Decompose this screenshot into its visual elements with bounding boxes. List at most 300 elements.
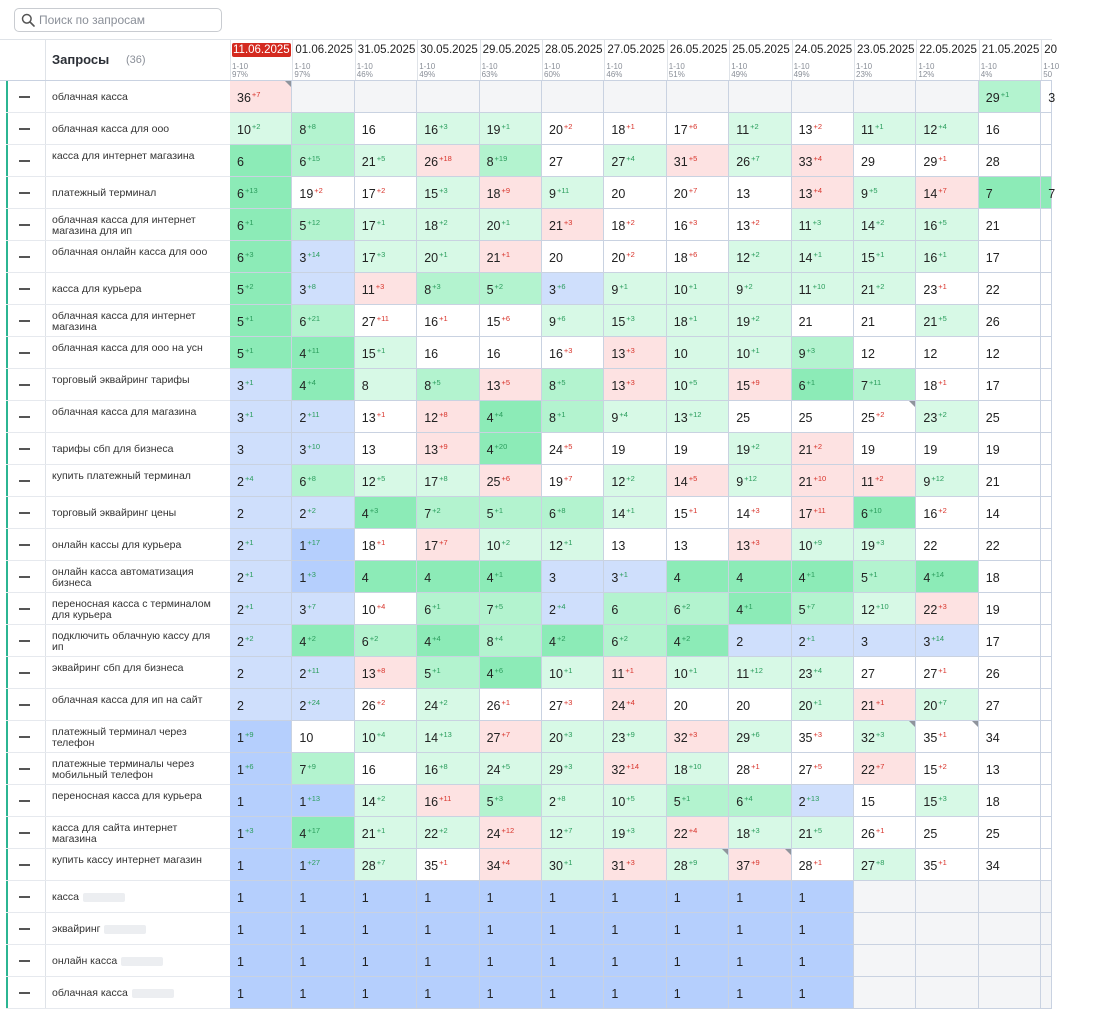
collapse-dash-icon[interactable]: [19, 192, 30, 194]
position-cell[interactable]: [1041, 977, 1052, 1009]
position-cell[interactable]: [230, 593, 292, 625]
position-cell[interactable]: [916, 945, 978, 977]
position-cell[interactable]: [729, 785, 791, 817]
collapse-dash-icon[interactable]: [19, 384, 30, 386]
position-cell[interactable]: [667, 913, 729, 945]
position-cell[interactable]: [1041, 209, 1052, 241]
collapse-dash-icon[interactable]: [19, 704, 30, 706]
position-cell[interactable]: [979, 689, 1041, 721]
query-label[interactable]: [52, 444, 224, 455]
position-cell[interactable]: [667, 305, 729, 337]
collapse-dash-icon[interactable]: [19, 960, 30, 962]
position-cell[interactable]: [292, 657, 354, 689]
position-cell[interactable]: [355, 561, 417, 593]
position-cell[interactable]: [604, 817, 666, 849]
position-cell[interactable]: [480, 497, 542, 529]
position-cell[interactable]: [792, 337, 854, 369]
collapse-dash-icon[interactable]: [19, 544, 30, 546]
position-cell[interactable]: [417, 945, 479, 977]
position-cell[interactable]: [979, 945, 1041, 977]
position-cell[interactable]: [916, 881, 978, 913]
position-cell[interactable]: [792, 465, 854, 497]
position-cell[interactable]: [1041, 881, 1052, 913]
position-cell[interactable]: [230, 465, 292, 497]
query-label[interactable]: [52, 540, 224, 551]
position-cell[interactable]: [480, 945, 542, 977]
position-cell[interactable]: [667, 433, 729, 465]
position-cell[interactable]: [667, 465, 729, 497]
queries-column-title[interactable]: Запросы: [52, 52, 110, 67]
position-cell[interactable]: [667, 113, 729, 145]
position-cell[interactable]: [854, 913, 916, 945]
position-cell[interactable]: [355, 625, 417, 657]
query-label[interactable]: [52, 956, 224, 967]
position-cell[interactable]: [792, 721, 854, 753]
position-cell[interactable]: [916, 529, 978, 561]
position-cell[interactable]: [979, 241, 1041, 273]
position-cell[interactable]: [979, 337, 1041, 369]
position-cell[interactable]: [355, 433, 417, 465]
collapse-dash-icon[interactable]: [19, 512, 30, 514]
position-cell[interactable]: [729, 369, 791, 401]
position-cell[interactable]: [542, 113, 604, 145]
position-cell[interactable]: [292, 977, 354, 1009]
position-cell[interactable]: [729, 913, 791, 945]
collapse-dash-icon[interactable]: [19, 896, 30, 898]
position-cell[interactable]: [1041, 337, 1052, 369]
position-cell[interactable]: [916, 689, 978, 721]
position-cell[interactable]: [417, 241, 479, 273]
query-label[interactable]: [52, 124, 224, 135]
query-label[interactable]: [52, 188, 224, 199]
position-cell[interactable]: [667, 497, 729, 529]
position-cell[interactable]: [417, 369, 479, 401]
position-cell[interactable]: [542, 529, 604, 561]
position-cell[interactable]: [230, 401, 292, 433]
position-cell[interactable]: [417, 113, 479, 145]
position-cell[interactable]: [979, 433, 1041, 465]
position-cell[interactable]: [1041, 689, 1052, 721]
position-cell[interactable]: [792, 529, 854, 561]
position-cell[interactable]: [854, 81, 916, 113]
position-cell[interactable]: [667, 145, 729, 177]
position-cell[interactable]: [792, 977, 854, 1009]
position-cell[interactable]: [230, 689, 292, 721]
position-cell[interactable]: [729, 561, 791, 593]
position-cell[interactable]: [604, 625, 666, 657]
position-cell[interactable]: [542, 241, 604, 273]
position-cell[interactable]: [916, 145, 978, 177]
position-cell[interactable]: [729, 177, 791, 209]
position-cell[interactable]: [916, 465, 978, 497]
position-cell[interactable]: [979, 977, 1041, 1009]
position-cell[interactable]: [417, 785, 479, 817]
position-cell[interactable]: [355, 113, 417, 145]
position-cell[interactable]: [417, 625, 479, 657]
position-cell[interactable]: [667, 337, 729, 369]
position-cell[interactable]: [355, 785, 417, 817]
position-cell[interactable]: [667, 721, 729, 753]
position-cell[interactable]: [1041, 529, 1052, 561]
position-cell[interactable]: [355, 273, 417, 305]
position-cell[interactable]: [729, 529, 791, 561]
position-cell[interactable]: [417, 497, 479, 529]
position-cell[interactable]: [230, 977, 292, 1009]
position-cell[interactable]: [417, 881, 479, 913]
position-cell[interactable]: [604, 785, 666, 817]
position-cell[interactable]: [1041, 465, 1052, 497]
position-cell[interactable]: [1041, 113, 1052, 145]
position-cell[interactable]: [792, 305, 854, 337]
position-cell[interactable]: [979, 721, 1041, 753]
position-cell[interactable]: [729, 817, 791, 849]
date-column-header[interactable]: [480, 40, 542, 80]
position-cell[interactable]: [542, 657, 604, 689]
position-cell[interactable]: [417, 913, 479, 945]
position-cell[interactable]: [854, 401, 916, 433]
position-cell[interactable]: [480, 785, 542, 817]
position-cell[interactable]: [854, 753, 916, 785]
position-cell[interactable]: [604, 913, 666, 945]
position-cell[interactable]: [417, 465, 479, 497]
collapse-dash-icon[interactable]: [19, 416, 30, 418]
position-cell[interactable]: [979, 273, 1041, 305]
position-cell[interactable]: [355, 689, 417, 721]
position-cell[interactable]: [854, 113, 916, 145]
position-cell[interactable]: [292, 433, 354, 465]
position-cell[interactable]: [480, 273, 542, 305]
position-cell[interactable]: [729, 657, 791, 689]
query-label[interactable]: [52, 151, 224, 162]
collapse-dash-icon[interactable]: [19, 96, 30, 98]
position-cell[interactable]: [542, 593, 604, 625]
position-cell[interactable]: [292, 721, 354, 753]
position-cell[interactable]: [604, 369, 666, 401]
position-cell[interactable]: [230, 305, 292, 337]
position-cell[interactable]: [230, 785, 292, 817]
query-label[interactable]: [52, 823, 224, 844]
position-cell[interactable]: [604, 753, 666, 785]
position-cell[interactable]: [542, 913, 604, 945]
position-cell[interactable]: [792, 273, 854, 305]
position-cell[interactable]: [1041, 561, 1052, 593]
position-cell[interactable]: [355, 753, 417, 785]
position-cell[interactable]: [792, 177, 854, 209]
position-cell[interactable]: [854, 337, 916, 369]
position-cell[interactable]: [792, 209, 854, 241]
position-cell[interactable]: [355, 305, 417, 337]
position-cell[interactable]: [1041, 657, 1052, 689]
position-cell[interactable]: [292, 305, 354, 337]
position-cell[interactable]: [916, 177, 978, 209]
position-cell[interactable]: [230, 241, 292, 273]
date-column-header[interactable]: [542, 40, 604, 80]
position-cell[interactable]: [1041, 433, 1052, 465]
position-cell[interactable]: [230, 81, 292, 113]
position-cell[interactable]: [916, 817, 978, 849]
position-cell[interactable]: [729, 593, 791, 625]
note-marker-icon[interactable]: [285, 81, 291, 87]
position-cell[interactable]: [292, 561, 354, 593]
position-cell[interactable]: [355, 657, 417, 689]
position-cell[interactable]: [604, 977, 666, 1009]
position-cell[interactable]: [667, 753, 729, 785]
position-cell[interactable]: [792, 753, 854, 785]
position-cell[interactable]: [230, 369, 292, 401]
position-cell[interactable]: [916, 657, 978, 689]
position-cell[interactable]: [979, 145, 1041, 177]
position-cell[interactable]: [542, 753, 604, 785]
position-cell[interactable]: [916, 241, 978, 273]
position-cell[interactable]: [729, 305, 791, 337]
position-cell[interactable]: [1041, 177, 1056, 209]
position-cell[interactable]: [417, 529, 479, 561]
position-cell[interactable]: [854, 497, 916, 529]
position-cell[interactable]: [667, 945, 729, 977]
position-cell[interactable]: [542, 305, 604, 337]
position-cell[interactable]: [355, 593, 417, 625]
position-cell[interactable]: [729, 401, 791, 433]
position-cell[interactable]: [417, 689, 479, 721]
position-cell[interactable]: [480, 625, 542, 657]
position-cell[interactable]: [729, 273, 791, 305]
query-label[interactable]: [52, 663, 224, 674]
position-cell[interactable]: [1041, 81, 1056, 113]
date-column-header[interactable]: [292, 40, 354, 80]
position-cell[interactable]: [355, 529, 417, 561]
position-cell[interactable]: [979, 913, 1041, 945]
position-cell[interactable]: [667, 177, 729, 209]
collapse-dash-icon[interactable]: [19, 288, 30, 290]
query-label[interactable]: [52, 375, 224, 386]
position-cell[interactable]: [480, 113, 542, 145]
position-cell[interactable]: [667, 209, 729, 241]
position-cell[interactable]: [792, 81, 854, 113]
position-cell[interactable]: [292, 241, 354, 273]
position-cell[interactable]: [480, 817, 542, 849]
position-cell[interactable]: [417, 337, 479, 369]
position-cell[interactable]: [854, 273, 916, 305]
position-cell[interactable]: [604, 337, 666, 369]
position-cell[interactable]: [292, 273, 354, 305]
position-cell[interactable]: [480, 433, 542, 465]
position-cell[interactable]: [604, 81, 666, 113]
collapse-dash-icon[interactable]: [19, 928, 30, 930]
position-cell[interactable]: [792, 113, 854, 145]
date-column-header[interactable]: [417, 40, 479, 80]
position-cell[interactable]: [792, 593, 854, 625]
position-cell[interactable]: [292, 753, 354, 785]
position-cell[interactable]: [417, 81, 479, 113]
position-cell[interactable]: [604, 529, 666, 561]
position-cell[interactable]: [729, 881, 791, 913]
position-cell[interactable]: [292, 625, 354, 657]
position-cell[interactable]: [542, 817, 604, 849]
position-cell[interactable]: [667, 561, 729, 593]
collapse-dash-icon[interactable]: [19, 128, 30, 130]
position-cell[interactable]: [230, 145, 292, 177]
query-label[interactable]: [52, 471, 224, 482]
position-cell[interactable]: [979, 881, 1041, 913]
position-cell[interactable]: [667, 625, 729, 657]
position-cell[interactable]: [1041, 849, 1052, 881]
position-cell[interactable]: [854, 241, 916, 273]
position-cell[interactable]: [916, 273, 978, 305]
query-label[interactable]: [52, 599, 224, 620]
position-cell[interactable]: [854, 305, 916, 337]
query-label[interactable]: [52, 407, 224, 418]
position-cell[interactable]: [480, 881, 542, 913]
position-cell[interactable]: [979, 817, 1041, 849]
query-label[interactable]: [52, 311, 224, 332]
position-cell[interactable]: [854, 465, 916, 497]
note-marker-icon[interactable]: [785, 849, 791, 855]
position-cell[interactable]: [979, 369, 1041, 401]
position-cell[interactable]: [979, 305, 1041, 337]
position-cell[interactable]: [292, 81, 354, 113]
position-cell[interactable]: [1041, 817, 1052, 849]
position-cell[interactable]: [230, 337, 292, 369]
position-cell[interactable]: [667, 81, 729, 113]
position-cell[interactable]: [480, 401, 542, 433]
position-cell[interactable]: [1041, 305, 1052, 337]
position-cell[interactable]: [355, 721, 417, 753]
position-cell[interactable]: [1041, 625, 1052, 657]
position-cell[interactable]: [916, 913, 978, 945]
position-cell[interactable]: [542, 977, 604, 1009]
position-cell[interactable]: [480, 561, 542, 593]
position-cell[interactable]: [979, 593, 1041, 625]
position-cell[interactable]: [417, 145, 479, 177]
query-label[interactable]: [52, 924, 224, 935]
position-cell[interactable]: [667, 369, 729, 401]
position-cell[interactable]: [230, 209, 292, 241]
position-cell[interactable]: [604, 945, 666, 977]
position-cell[interactable]: [292, 497, 354, 529]
position-cell[interactable]: [792, 561, 854, 593]
date-column-header[interactable]: [1041, 40, 1103, 80]
position-cell[interactable]: [355, 401, 417, 433]
position-cell[interactable]: [355, 977, 417, 1009]
query-label[interactable]: [52, 215, 224, 236]
position-cell[interactable]: [792, 433, 854, 465]
collapse-dash-icon[interactable]: [19, 224, 30, 226]
position-cell[interactable]: [854, 689, 916, 721]
position-cell[interactable]: [916, 593, 978, 625]
position-cell[interactable]: [542, 945, 604, 977]
position-cell[interactable]: [542, 721, 604, 753]
position-cell[interactable]: [542, 81, 604, 113]
collapse-dash-icon[interactable]: [19, 480, 30, 482]
position-cell[interactable]: [542, 625, 604, 657]
position-cell[interactable]: [230, 817, 292, 849]
position-cell[interactable]: [604, 209, 666, 241]
position-cell[interactable]: [792, 369, 854, 401]
position-cell[interactable]: [604, 561, 666, 593]
position-cell[interactable]: [729, 113, 791, 145]
position-cell[interactable]: [979, 81, 1041, 113]
position-cell[interactable]: [230, 113, 292, 145]
date-column-header[interactable]: [667, 40, 729, 80]
position-cell[interactable]: [1041, 145, 1052, 177]
position-cell[interactable]: [667, 689, 729, 721]
position-cell[interactable]: [854, 785, 916, 817]
position-cell[interactable]: [480, 593, 542, 625]
position-cell[interactable]: [230, 529, 292, 561]
collapse-dash-icon[interactable]: [19, 736, 30, 738]
position-cell[interactable]: [729, 945, 791, 977]
position-cell[interactable]: [292, 529, 354, 561]
position-cell[interactable]: [542, 433, 604, 465]
position-cell[interactable]: [417, 817, 479, 849]
position-cell[interactable]: [792, 913, 854, 945]
position-cell[interactable]: [1041, 721, 1052, 753]
position-cell[interactable]: [542, 145, 604, 177]
position-cell[interactable]: [854, 945, 916, 977]
collapse-dash-icon[interactable]: [19, 832, 30, 834]
position-cell[interactable]: [729, 753, 791, 785]
query-label[interactable]: [52, 892, 224, 903]
date-column-header[interactable]: [854, 40, 916, 80]
note-marker-icon[interactable]: [909, 401, 915, 407]
note-marker-icon[interactable]: [972, 721, 978, 727]
position-cell[interactable]: [417, 977, 479, 1009]
position-cell[interactable]: [292, 945, 354, 977]
position-cell[interactable]: [854, 721, 916, 753]
position-cell[interactable]: [916, 305, 978, 337]
position-cell[interactable]: [355, 881, 417, 913]
collapse-dash-icon[interactable]: [19, 864, 30, 866]
position-cell[interactable]: [604, 689, 666, 721]
note-marker-icon[interactable]: [909, 721, 915, 727]
position-cell[interactable]: [480, 465, 542, 497]
position-cell[interactable]: [979, 529, 1041, 561]
position-cell[interactable]: [480, 689, 542, 721]
position-cell[interactable]: [604, 657, 666, 689]
position-cell[interactable]: [729, 849, 791, 881]
position-cell[interactable]: [604, 241, 666, 273]
position-cell[interactable]: [292, 209, 354, 241]
position-cell[interactable]: [1041, 241, 1052, 273]
position-cell[interactable]: [604, 849, 666, 881]
position-cell[interactable]: [1041, 401, 1052, 433]
position-cell[interactable]: [542, 177, 604, 209]
position-cell[interactable]: [1041, 273, 1052, 305]
position-cell[interactable]: [417, 849, 479, 881]
position-cell[interactable]: [542, 369, 604, 401]
position-cell[interactable]: [979, 497, 1041, 529]
position-cell[interactable]: [979, 209, 1041, 241]
position-cell[interactable]: [355, 145, 417, 177]
position-cell[interactable]: [916, 785, 978, 817]
position-cell[interactable]: [230, 625, 292, 657]
collapse-dash-icon[interactable]: [19, 768, 30, 770]
position-cell[interactable]: [292, 113, 354, 145]
position-cell[interactable]: [604, 145, 666, 177]
position-cell[interactable]: [1041, 945, 1052, 977]
position-cell[interactable]: [604, 273, 666, 305]
query-label[interactable]: [52, 855, 224, 866]
position-cell[interactable]: [542, 561, 604, 593]
collapse-dash-icon[interactable]: [19, 576, 30, 578]
date-column-header[interactable]: [792, 40, 854, 80]
position-cell[interactable]: [916, 849, 978, 881]
query-label[interactable]: [52, 791, 224, 802]
query-label[interactable]: [52, 92, 224, 103]
position-cell[interactable]: [792, 241, 854, 273]
position-cell[interactable]: [604, 881, 666, 913]
position-cell[interactable]: [667, 657, 729, 689]
